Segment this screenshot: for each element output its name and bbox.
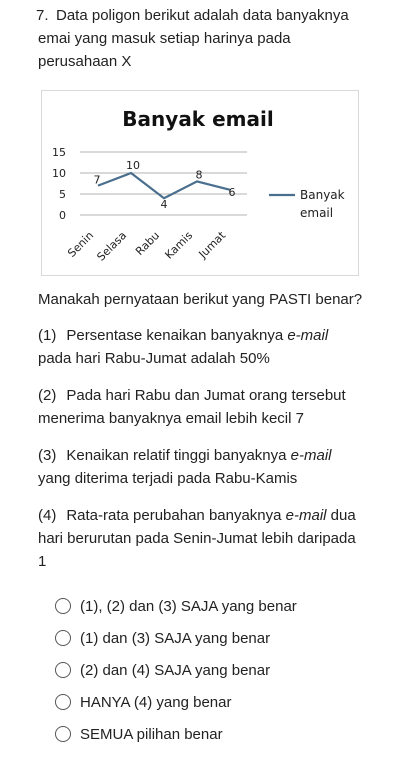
y-tick-label: 10 — [52, 167, 66, 180]
statement-2 — [38, 384, 392, 430]
radio-button[interactable] — [55, 694, 71, 710]
question-number: 7. — [36, 7, 49, 24]
data-label: 8 — [195, 168, 203, 182]
statement-tag: (1) — [38, 327, 57, 344]
statement-italic: e-mail — [285, 507, 327, 524]
statement-text: Rata-rata perubahan banyaknya — [66, 507, 286, 524]
x-tick-label: Senin — [65, 228, 97, 260]
statement-text: pada hari Rabu-Jumat adalah 50% — [38, 350, 270, 367]
radio-button[interactable] — [55, 662, 71, 678]
statement-text: yang diterima terjadi pada Rabu-Kamis — [38, 470, 298, 487]
statement-text: dua — [326, 507, 356, 524]
y-tick-label: 0 — [59, 209, 66, 222]
y-tick-label: 15 — [52, 146, 66, 159]
option-1[interactable] — [55, 594, 297, 618]
option-label: HANYA (4) yang benar — [80, 693, 232, 711]
question-line: Data poligon berikut adalah data banyaknya — [56, 7, 349, 24]
statement-text: Pada hari Rabu dan Jumat orang tersebut — [66, 387, 346, 404]
radio-button[interactable] — [55, 630, 71, 646]
statement-italic: e-mail — [290, 447, 332, 464]
statement-text: 1 — [38, 553, 47, 570]
data-label: 4 — [160, 198, 168, 212]
statement-text: Kenaikan relatif tinggi banyaknya — [66, 447, 291, 464]
x-tick-label: Selasa — [94, 228, 130, 264]
option-4[interactable] — [55, 690, 231, 714]
option-label: (1) dan (3) SAJA yang benar — [80, 629, 271, 647]
option-label: (2) dan (4) SAJA yang benar — [80, 661, 271, 679]
legend-label: Banyak — [300, 188, 345, 202]
statement-tag: (2) — [38, 387, 57, 404]
statement-text: hari berurutan pada Senin-Jumat lebih daripada — [38, 530, 356, 547]
question-line: emai yang masuk setiap harinya pada — [38, 30, 291, 47]
statement-3 — [38, 444, 392, 490]
data-label: 10 — [126, 159, 140, 172]
question-text — [38, 4, 388, 73]
radio-button[interactable] — [55, 598, 71, 614]
option-label: SEMUA pilihan benar — [80, 725, 223, 743]
option-label: (1), (2) dan (3) SAJA yang benar — [80, 597, 297, 615]
statement-tag: (4) — [38, 507, 57, 524]
statement-4 — [38, 504, 392, 573]
chart-title: Banyak email — [122, 107, 274, 131]
data-label: 6 — [228, 185, 236, 199]
option-2[interactable] — [55, 626, 270, 650]
legend-label: email — [300, 206, 334, 220]
line-chart — [41, 90, 359, 276]
statement-1 — [38, 324, 392, 370]
statement-text: menerima banyaknya email lebih kecil 7 — [38, 410, 304, 427]
x-tick-label: Jumat — [196, 228, 229, 261]
prompt-text: Manakah pernyataan berikut yang PASTI benar? — [38, 291, 363, 308]
series-line — [98, 173, 230, 198]
statement-tag: (3) — [38, 447, 57, 464]
y-tick-label: 5 — [59, 188, 66, 201]
option-3[interactable] — [55, 658, 270, 682]
statement-text: Persentase kenaikan banyaknya — [66, 327, 288, 344]
option-5[interactable] — [55, 722, 223, 746]
question-line: perusahaan X — [38, 53, 132, 70]
x-tick-label: Rabu — [133, 228, 163, 258]
data-label: 7 — [93, 173, 101, 187]
radio-button[interactable] — [55, 726, 71, 742]
x-tick-label: Kamis — [162, 228, 196, 262]
statement-italic: e-mail — [287, 327, 329, 344]
chart-svg — [42, 91, 358, 275]
